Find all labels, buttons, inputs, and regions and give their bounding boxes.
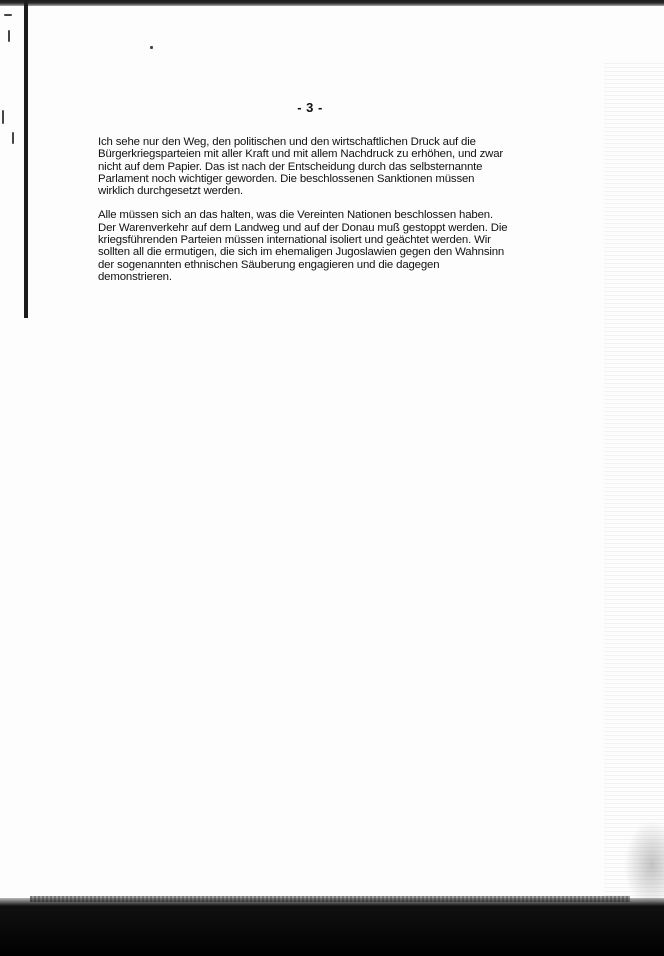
text-line: nicht auf dem Papier. Das ist nach der Entscheidung durch das selbsternannte (98, 160, 483, 173)
paragraph-2 (98, 209, 516, 283)
page-number: - 3 - (297, 100, 323, 115)
text-line: Parlament noch wichtiger geworden. Die beschlossenen Sanktionen müssen (98, 172, 475, 185)
text-line: Der Warenverkehr auf dem Landweg und auf der Donau muß gestoppt werden. Die (98, 221, 508, 234)
text-line: Ich sehe nur den Weg, den politischen und den wirtschaftlichen Druck auf die (98, 136, 476, 148)
scan-bottom-border (0, 898, 664, 956)
scan-left-border (24, 0, 28, 318)
scan-right-smudge (624, 820, 664, 910)
paragraph-1 (98, 136, 516, 197)
text-line: der sogenannten ethnischen Säuberung engagieren und die dagegen (98, 258, 440, 271)
scan-speck (8, 30, 10, 42)
scan-top-border (0, 0, 664, 6)
body-text (98, 136, 516, 295)
text-line: wirklich durchgesetzt werden. (98, 185, 244, 198)
scan-speck (12, 132, 14, 144)
text-line: kriegsführenden Parteien müssen international isoliert und geächtet werden. Wir (98, 234, 491, 247)
text-line: sollten all die ermutigen, die sich im ehemaligen Jugoslawien gegen den Wahnsinn (98, 246, 505, 259)
text-line: Bürgerkriegsparteien mit aller Kraft und mit allem Nachdruck zu erhöhen, und zwar (98, 148, 504, 161)
text-line: Alle müssen sich an das halten, was die Vereinten Nationen beschlossen haben. (98, 209, 493, 222)
scan-speck (2, 110, 4, 124)
scan-speck (150, 46, 153, 49)
scan-speck (4, 14, 12, 16)
scan-right-noise (604, 60, 664, 910)
text-line: demonstrieren. (98, 270, 172, 283)
